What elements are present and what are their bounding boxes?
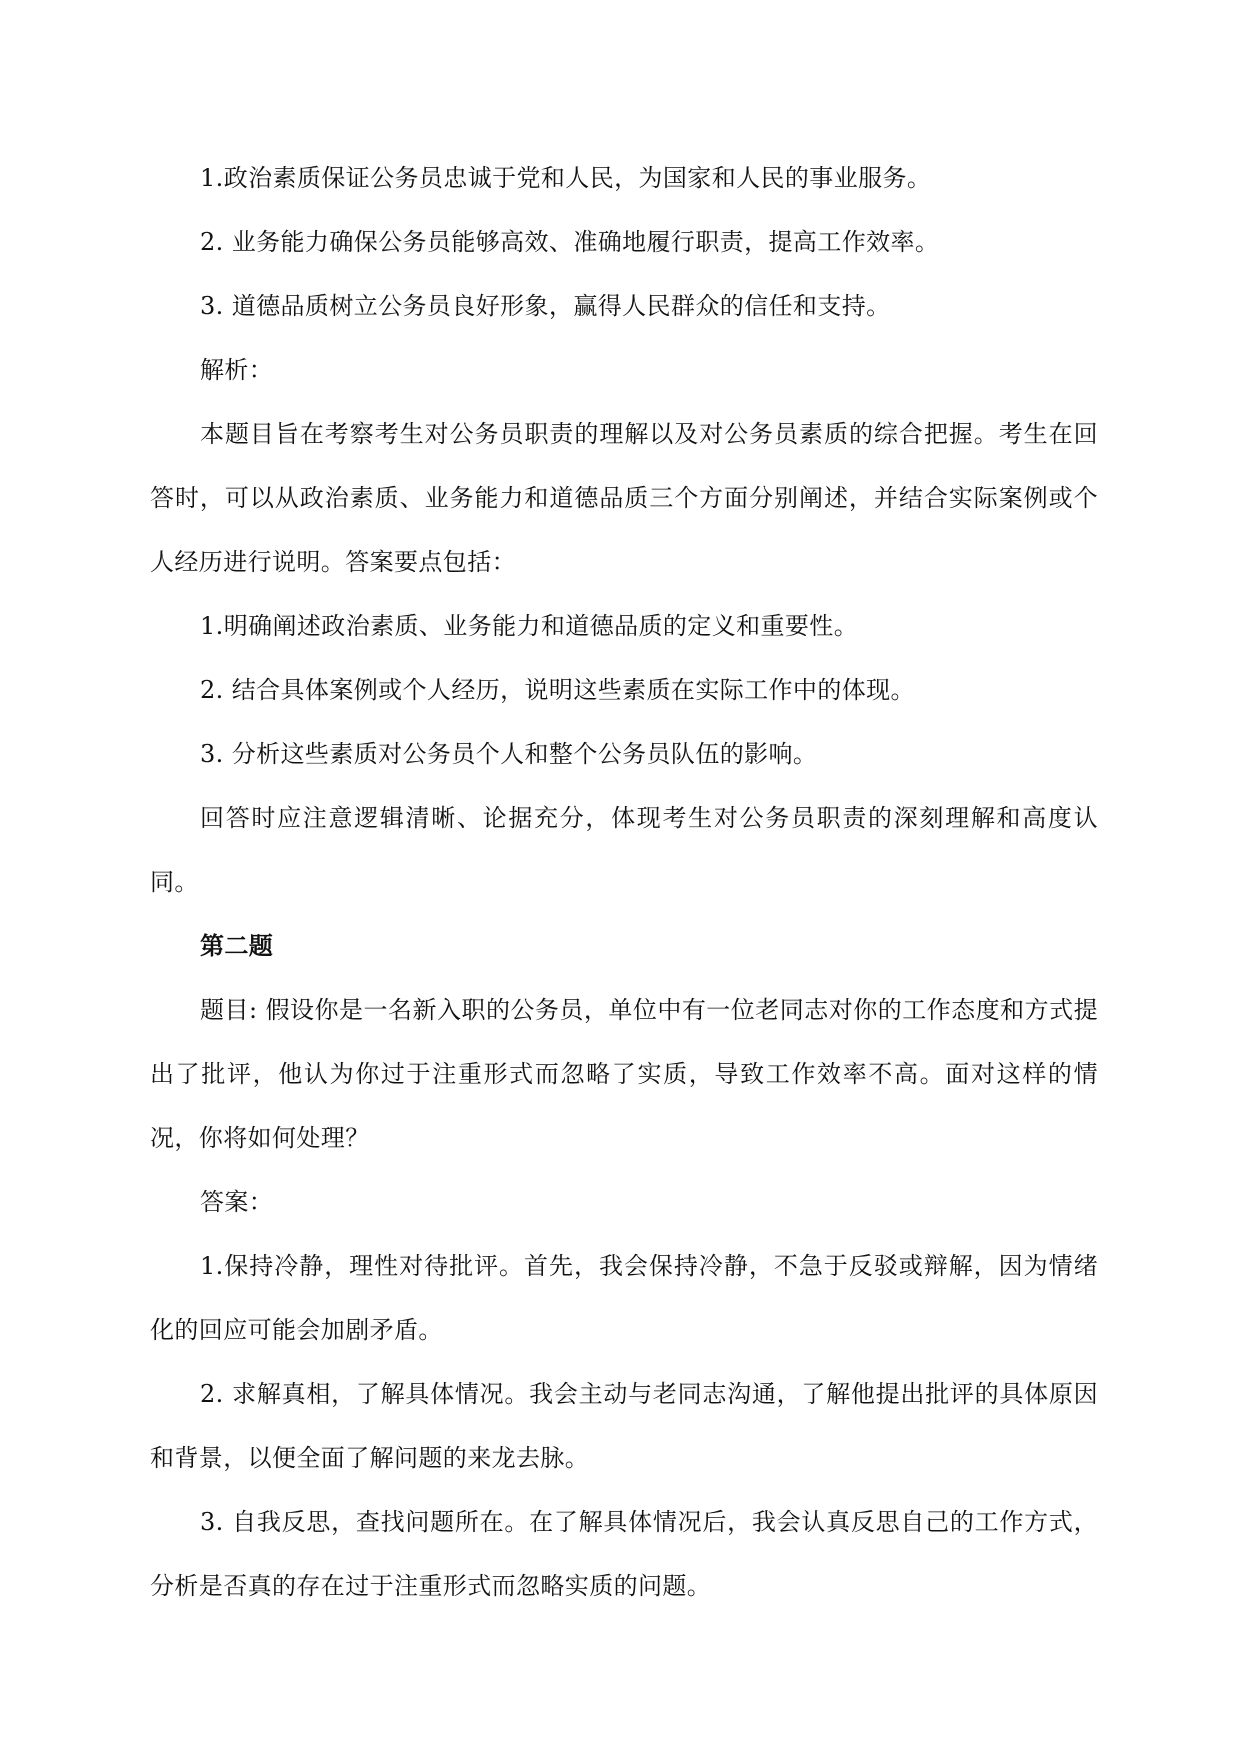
- response-point-3: 3. 自我反思，查找问题所在。在了解具体情况后，我会认真反思自己的工作方式，分析是否真的存在过于注重形式而忽略实质的问题。: [150, 1508, 1098, 1600]
- analysis-note: 回答时应注意逻辑清晰、论据充分，体现考生对公务员职责的深刻理解和高度认同。: [150, 804, 1098, 896]
- document-page: [150, 146, 1098, 1618]
- analysis-point-2: 2. 结合具体案例或个人经历，说明这些素质在实际工作中的体现。: [200, 676, 915, 704]
- response-point-1: 1.保持冷静，理性对待批评。首先，我会保持冷静，不急于反驳或辩解，因为情绪化的回应可能会加剧矛盾。: [150, 1252, 1098, 1344]
- section-heading: 第二题: [200, 931, 274, 960]
- analysis-paragraph: 本题目旨在考察考生对公务员职责的理解以及对公务员素质的综合把握。考生在回答时，可以从政治素质、业务能力和道德品质三个方面分别阐述，并结合实际案例或个人经历进行说明。答案要点包括：: [150, 420, 1098, 576]
- analysis-point-3: 3. 分析这些素质对公务员个人和整个公务员队伍的影响。: [200, 740, 818, 768]
- response-point-2: 2. 求解真相，了解具体情况。我会主动与老同志沟通，了解他提出批评的具体原因和背景，以便全面了解问题的来龙去脉。: [150, 1380, 1098, 1472]
- analysis-label: 解析：: [200, 356, 274, 384]
- answer-point-2: 2. 业务能力确保公务员能够高效、准确地履行职责，提高工作效率。: [200, 228, 940, 256]
- answer-point-1: 1.政治素质保证公务员忠诚于党和人民，为国家和人民的事业服务。: [200, 164, 932, 192]
- answer-label: 答案：: [200, 1188, 274, 1216]
- analysis-point-1: 1.明确阐述政治素质、业务能力和道德品质的定义和重要性。: [200, 612, 859, 640]
- answer-point-3: 3. 道德品质树立公务员良好形象，赢得人民群众的信任和支持。: [200, 292, 891, 320]
- question-text: 题目: 假设你是一名新入职的公务员，单位中有一位老同志对你的工作态度和方式提出了批评，他认为你过于注重形式而忽略了实质，导致工作效率不高。面对这样的情况，你将如何处理？: [150, 996, 1098, 1152]
